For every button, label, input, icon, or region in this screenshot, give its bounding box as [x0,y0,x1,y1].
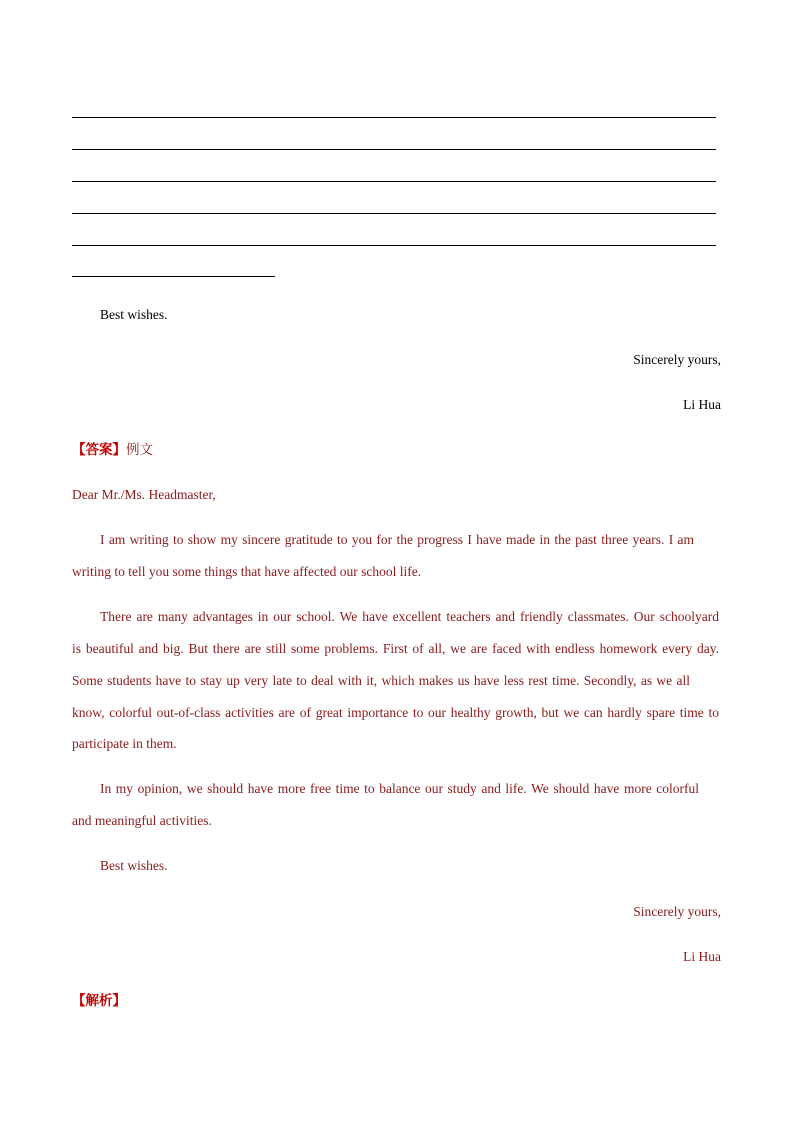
analysis-heading [72,993,126,1009]
letter-paragraph-line: writing to tell you some things that have affected our school life. [72,564,422,579]
letter-salutation: Dear Mr./Ms. Headmaster, [72,487,216,502]
letter-paragraph-line: and meaningful activities. [72,813,212,828]
letter-signoff: Sincerely yours, [633,904,721,919]
blank-signature: Li Hua [683,397,721,412]
answer-blank-line [72,181,716,182]
answer-blank-line [72,149,716,150]
answer-label-suffix: 例文 [126,442,153,458]
analysis-label: 【解析】 [72,993,126,1009]
blank-signoff: Sincerely yours, [633,352,721,367]
letter-paragraph-line: There are many advantages in our school. We have excellent teachers and friendly classmates. Our schoolyard [100,609,719,624]
letter-paragraph-line: know, colorful out-of-class activities are of great importance to our healthy growth, but we can hardly spare time to [72,705,719,720]
letter-paragraph-line: Some students have to stay up very late to deal with it, which makes us have less rest time. Secondly, as we all [72,673,690,688]
letter-closing: Best wishes. [100,858,168,873]
answer-heading [72,442,153,458]
answer-blank-line [72,117,716,118]
answer-blank-line [72,245,716,246]
letter-paragraph-line: In my opinion, we should have more free time to balance our study and life. We should have more colorful [100,781,699,796]
answer-blank-line [72,276,275,277]
letter-paragraph-line: is beautiful and big. But there are still some problems. First of all, we are faced with endless homework every day. [72,641,719,656]
answer-label: 【答案】 [72,442,126,458]
answer-blank-line [72,213,716,214]
letter-paragraph-line: I am writing to show my sincere gratitude to you for the progress I have made in the past three years. I am [100,532,694,547]
blank-closing: Best wishes. [100,307,168,322]
letter-signature: Li Hua [683,949,721,964]
letter-paragraph-line: participate in them. [72,736,177,751]
